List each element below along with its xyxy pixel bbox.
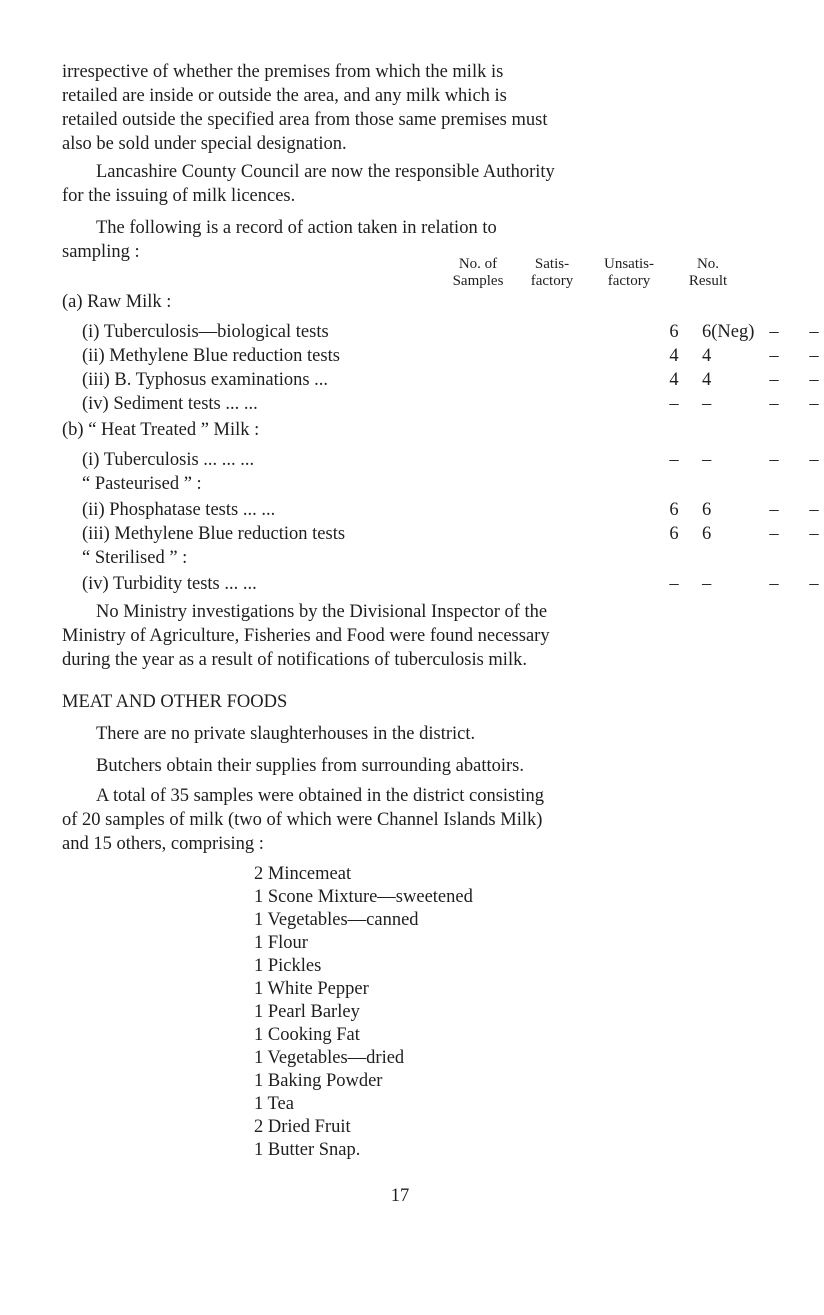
table-row xyxy=(62,290,722,314)
unsatisfactory-cell: – xyxy=(769,322,779,342)
unsatisfactory-cell: – xyxy=(769,574,779,594)
satisfactory-cell: – xyxy=(702,574,712,594)
ministry-paragraph xyxy=(62,600,714,672)
header-line: Samples xyxy=(452,273,504,289)
text-line: of 20 samples of milk (two of which were Channel Islands Milk) xyxy=(62,810,543,830)
list-item: 1 White Pepper xyxy=(254,979,369,999)
text-line: during the year as a result of notifications of tuberculosis milk. xyxy=(62,650,527,670)
satisfactory-cell: 6 xyxy=(702,524,712,544)
list-item: 1 Baking Powder xyxy=(254,1071,383,1091)
header-unsatisfactory xyxy=(586,256,672,290)
text-line: irrespective of whether the premises from which the milk is xyxy=(62,62,504,82)
row-label: (iv) Sediment tests ... ... xyxy=(82,394,258,414)
text-line: Lancashire County Council are now the responsible Authority xyxy=(96,162,555,182)
satisfactory-cell: 4 xyxy=(702,346,712,366)
result-cell: – xyxy=(809,574,819,594)
butchers-paragraph xyxy=(62,754,714,778)
list-item: 1 Cooking Fat xyxy=(254,1025,360,1045)
header-line: Unsatis- xyxy=(604,256,654,272)
header-result xyxy=(672,256,744,290)
row-label: “ Pasteurised ” : xyxy=(82,474,202,494)
list-item: 1 Tea xyxy=(254,1094,294,1114)
samples-cell: 6 xyxy=(669,524,679,544)
text-line: sampling : xyxy=(62,242,140,262)
samples-cell: 4 xyxy=(669,346,679,366)
row-label: “ Sterilised ” : xyxy=(82,548,188,568)
samples-cell: 4 xyxy=(669,370,679,390)
table-row xyxy=(62,368,819,392)
text-line: The following is a record of action taken in relation to xyxy=(96,218,497,238)
unsatisfactory-cell: – xyxy=(769,500,779,520)
text-line: also be sold under special designation. xyxy=(62,134,347,154)
header-satisfactory xyxy=(512,256,592,290)
row-label: (ii) Phosphatase tests ... ... xyxy=(82,500,276,520)
table-row xyxy=(62,498,819,522)
table-row xyxy=(62,320,819,344)
text-line: retailed are inside or outside the area, and any milk which is xyxy=(62,86,507,106)
samples-cell: – xyxy=(669,574,679,594)
unsatisfactory-cell: – xyxy=(769,346,779,366)
text-line: retailed outside the specified area from those same premises must xyxy=(62,110,548,130)
header-samples xyxy=(438,256,518,290)
table-row xyxy=(62,572,819,596)
header-line: factory xyxy=(530,273,574,289)
unsatisfactory-cell: – xyxy=(769,394,779,414)
row-label: (i) Tuberculosis—biological tests xyxy=(82,322,329,342)
list-item: 2 Dried Fruit xyxy=(254,1117,351,1137)
slaughterhouse-paragraph xyxy=(62,722,714,746)
row-label: (i) Tuberculosis ... ... ... xyxy=(82,450,255,470)
unsatisfactory-cell: – xyxy=(769,524,779,544)
satisfactory-cell: 4 xyxy=(702,370,712,390)
samples-cell: 6 xyxy=(669,322,679,342)
result-cell: – xyxy=(809,394,819,414)
samples-cell: – xyxy=(669,450,679,470)
header-line: Satis- xyxy=(534,256,570,272)
lancashire-paragraph xyxy=(62,160,714,208)
page-number: 17 xyxy=(390,1186,410,1206)
list-item: 1 Flour xyxy=(254,933,308,953)
header-line: Result xyxy=(688,273,728,289)
table-row xyxy=(62,546,722,570)
result-cell: – xyxy=(809,524,819,544)
section-heading: MEAT AND OTHER FOODS xyxy=(62,692,288,712)
list-item: 1 Pickles xyxy=(254,956,322,976)
text-line: for the issuing of milk licences. xyxy=(62,186,296,206)
row-label: (ii) Methylene Blue reduction tests xyxy=(82,346,340,366)
text-line: A total of 35 samples were obtained in the district consisting xyxy=(96,786,545,806)
table-row xyxy=(62,344,819,368)
row-label: (b) “ Heat Treated ” Milk : xyxy=(62,420,260,440)
table-row xyxy=(62,448,819,472)
list-item: 2 Mincemeat xyxy=(254,864,352,884)
result-cell: – xyxy=(809,346,819,366)
satisfactory-cell: 6 xyxy=(702,500,712,520)
list-item: 1 Vegetables—dried xyxy=(254,1048,405,1068)
samples-cell: 6 xyxy=(669,500,679,520)
result-cell: – xyxy=(809,450,819,470)
samples-paragraph xyxy=(62,784,714,856)
text-line: and 15 others, comprising : xyxy=(62,834,264,854)
result-cell: – xyxy=(809,322,819,342)
header-line: No. xyxy=(696,256,720,272)
satisfactory-cell: – xyxy=(702,394,712,414)
table-row xyxy=(62,392,819,416)
list-item: 1 Butter Snap. xyxy=(254,1140,361,1160)
row-label: (iv) Turbidity tests ... ... xyxy=(82,574,257,594)
table-row xyxy=(62,472,722,496)
table-row xyxy=(62,522,819,546)
row-label: (a) Raw Milk : xyxy=(62,292,172,312)
text-line: Butchers obtain their supplies from surrounding abattoirs. xyxy=(96,756,524,776)
header-line: factory xyxy=(607,273,651,289)
intro-paragraph xyxy=(62,60,714,156)
text-line: There are no private slaughterhouses in the district. xyxy=(96,724,476,744)
unsatisfactory-cell: – xyxy=(769,450,779,470)
list-item: 1 Vegetables—canned xyxy=(254,910,419,930)
row-label: (iii) B. Typhosus examinations ... xyxy=(82,370,329,390)
text-line: No Ministry investigations by the Divisional Inspector of the xyxy=(96,602,548,622)
result-cell: – xyxy=(809,500,819,520)
list-item: 1 Pearl Barley xyxy=(254,1002,360,1022)
samples-cell: – xyxy=(669,394,679,414)
satisfactory-cell: 6(Neg) xyxy=(702,322,755,342)
text-line: Ministry of Agriculture, Fisheries and Food were found necessary xyxy=(62,626,550,646)
satisfactory-cell: – xyxy=(702,450,712,470)
header-line: No. of xyxy=(458,256,498,272)
list-item: 1 Scone Mixture—sweetened xyxy=(254,887,473,907)
table-row xyxy=(62,418,722,442)
result-cell: – xyxy=(809,370,819,390)
unsatisfactory-cell: – xyxy=(769,370,779,390)
row-label: (iii) Methylene Blue reduction tests xyxy=(82,524,346,544)
